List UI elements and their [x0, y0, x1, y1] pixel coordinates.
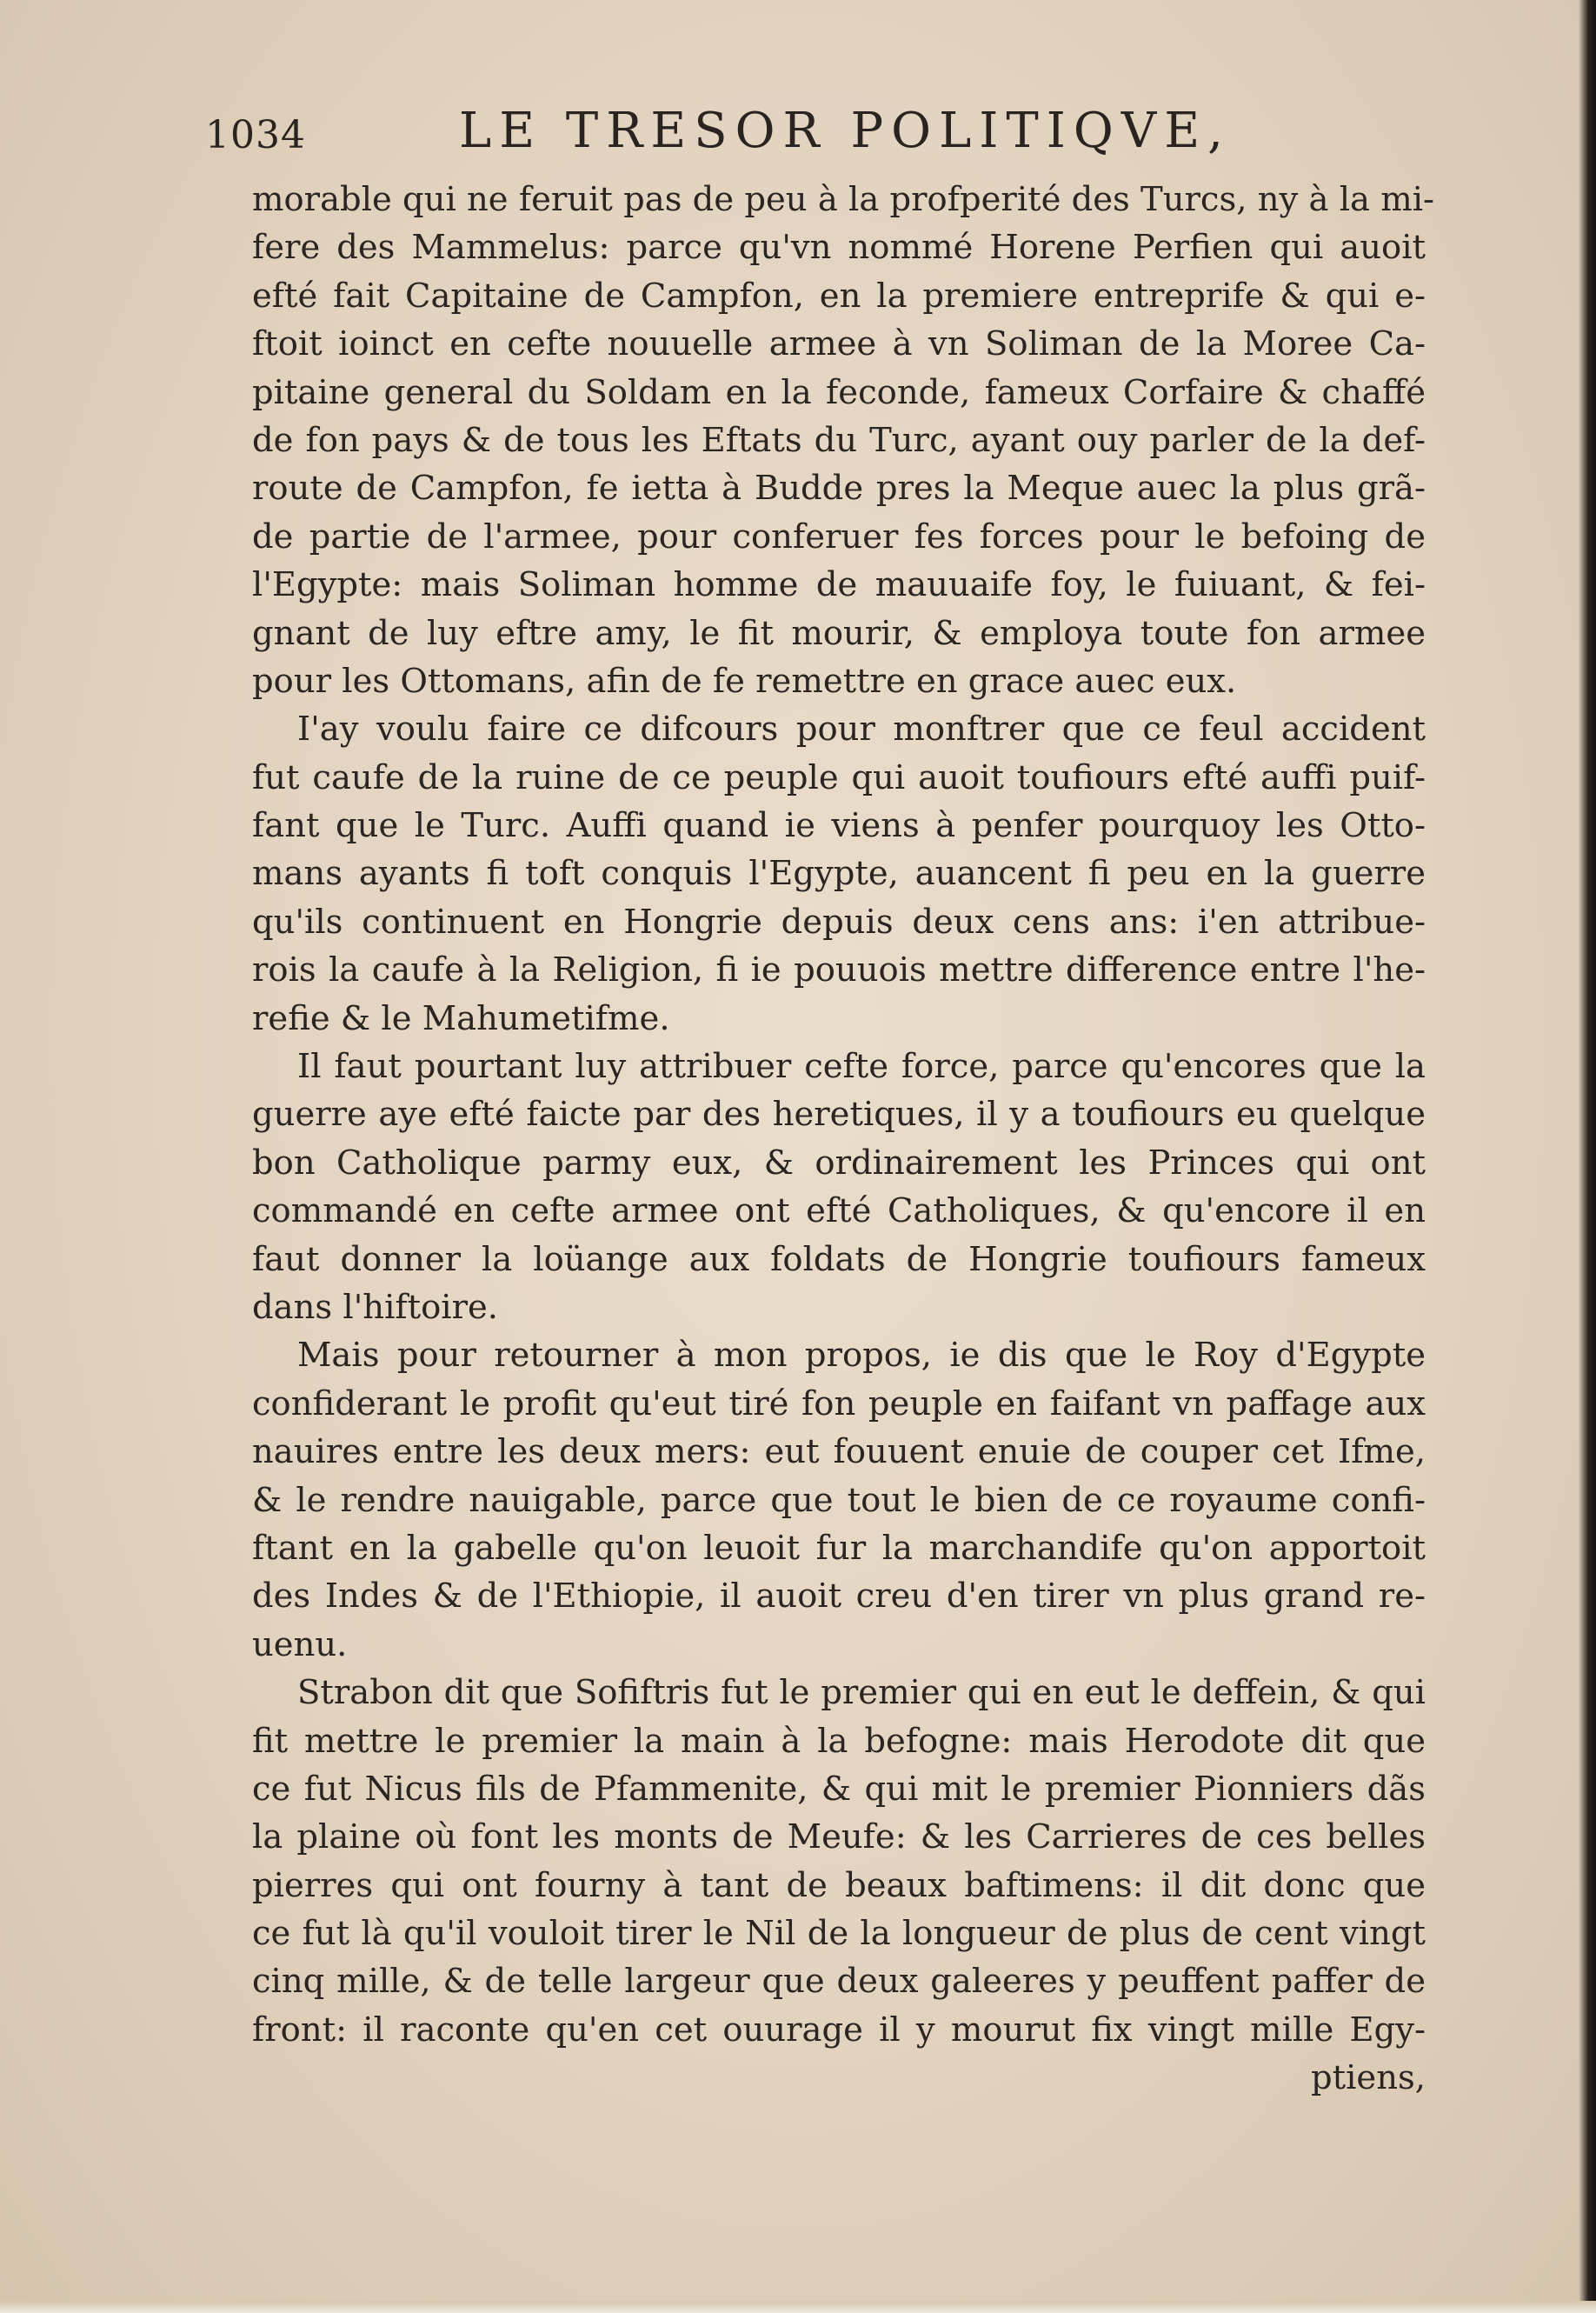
catchword: ptiens, [1310, 2058, 1426, 2098]
text-line: ftoit ioinct en cefte nouuelle armee à vn Soliman de la Moree Ca- [252, 324, 1426, 364]
running-title: LE TRESOR POLITIQVE, [459, 103, 1231, 159]
text-line: faut donner la loüange aux foldats de Hongrie toufiours fameux [252, 1239, 1426, 1279]
text-line: fant que le Turc. Auffi quand ie viens à penfer pourquoy les Otto- [252, 806, 1426, 846]
paragraph-start: Mais pour retourner à mon propos, ie dis que le Roy d'Egypte [297, 1336, 1426, 1376]
text-line: commandé en cefte armee ont efté Catholiques, & qu'encore il en [252, 1191, 1426, 1231]
text-line: qu'ils continuent en Hongrie depuis deux cens ans: i'en attribue- [252, 902, 1426, 942]
text-line: & le rendre nauigable, parce que tout le bien de ce royaume confi- [252, 1480, 1426, 1520]
text-line: cinq mille, & de telle largeur que deux galeeres y peuffent paffer de [252, 1962, 1426, 2002]
text-line: uenu. [252, 1624, 348, 1664]
text-line: mans ayants fi toft conquis l'Egypte, auancent fi peu en la guerre [252, 854, 1426, 894]
text-line: efté fait Capitaine de Campfon, en la premiere entreprife & qui e- [252, 276, 1426, 316]
text-line: de partie de l'armee, pour conferuer fes forces pour le befoing de [252, 517, 1426, 557]
text-line: bon Catholique parmy eux, & ordinairement les Princes qui ont [252, 1143, 1426, 1183]
text-line: rois la caufe à la Religion, fi ie pouuois mettre difference entre l'he- [252, 950, 1426, 990]
text-line: la plaine où font les monts de Meufe: & les Carrieres de ces belles [252, 1817, 1426, 1857]
text-line: confiderant le profit qu'eut tiré fon peuple en faifant vn paffage aux [252, 1383, 1426, 1423]
text-line: de fon pays & de tous les Eftats du Turc, ayant ouy parler de la def- [252, 420, 1426, 460]
text-line: morable qui ne feruit pas de peu à la profperité des Turcs, ny à la mi- [252, 180, 1435, 219]
text-line: fere des Mammelus: parce qu'vn nommé Horene Perfien qui auoit [252, 228, 1426, 268]
body-text [252, 176, 1435, 2103]
text-line: guerre aye efté faicte par des heretiques, il y a toufiours eu quelque [252, 1095, 1426, 1135]
text-line: fit mettre le premier la main à la befogne: mais Herodote dit que [252, 1721, 1426, 1761]
text-line: gnant de luy eftre amy, le fit mourir, & employa toute fon armee [252, 613, 1426, 653]
text-line: ftant en la gabelle qu'on leuoit fur la marchandife qu'on apportoit [252, 1528, 1426, 1568]
text-line: des Indes & de l'Ethiopie, il auoit creu d'en tirer vn plus grand re- [252, 1576, 1426, 1616]
text-line: fut caufe de la ruine de ce peuple qui auoit toufiours efté auffi puif- [252, 757, 1426, 797]
text-line: pierres qui ont fourny à tant de beaux baftimens: il dit donc que [252, 1865, 1426, 1905]
paragraph-start: I'ay voulu faire ce difcours pour monftrer que ce feul accident [297, 710, 1426, 750]
page-bottom-edge [0, 2301, 1596, 2313]
text-line: refie & le Mahumetifme. [252, 998, 670, 1038]
text-line: l'Egypte: mais Soliman homme de mauuaife foy, le fuiuant, & fei- [252, 565, 1426, 605]
binding-edge [1579, 0, 1596, 2313]
text-line: pour les Ottomans, afin de fe remettre en grace auec eux. [252, 661, 1237, 701]
page-header [205, 103, 1300, 172]
text-line: nauires entre les deux mers: eut fouuent enuie de couper cet Ifme, [252, 1432, 1426, 1472]
paragraph-start: Strabon dit que Sofiftris fut le premier qui en eut le deffein, & qui [297, 1673, 1426, 1713]
text-line: pitaine general du Soldam en la feconde, fameux Corfaire & chaffé [252, 372, 1426, 412]
text-line: dans l'hiftoire. [252, 1287, 499, 1327]
text-line: ce fut là qu'il vouloit tirer le Nil de la longueur de plus de cent vingt [252, 1914, 1426, 1954]
text-line: route de Campfon, fe ietta à Budde pres la Meque auec la plus grã- [252, 469, 1426, 509]
text-line: front: il raconte qu'en cet ouurage il y mourut fix vingt mille Egy- [252, 2010, 1426, 2050]
text-line: ce fut Nicus fils de Pfammenite, & qui mit le premier Pionniers dãs [252, 1769, 1426, 1809]
paragraph-start: Il faut pourtant luy attribuer cefte force, parce qu'encores que la [297, 1047, 1426, 1087]
page-number: 1034 [205, 113, 306, 157]
